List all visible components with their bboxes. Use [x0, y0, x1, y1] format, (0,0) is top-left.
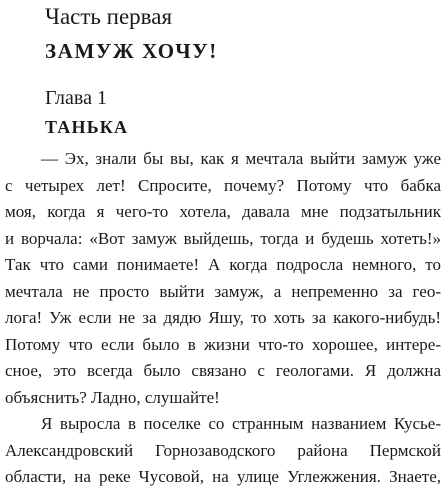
text-line: Потому что если было в жизни что-то хорошее, интере- [5, 334, 441, 354]
part-title: ЗАМУЖ ХОЧУ! [45, 39, 218, 63]
text-line: — Эх, знали бы вы, как я мечтала выйти замуж уже [41, 149, 441, 168]
text-line: лога! Уж если не за дядю Яшу, то хоть за какого-нибудь! [5, 308, 441, 327]
text-line: моя, когда я чего-то хотела, давала мне подзатыльник [5, 202, 441, 221]
part-label: Часть первая [45, 4, 173, 29]
text-line: сное, это всегда было связано с геологами. Я должна [5, 361, 441, 380]
text-line: объяснить? Ладно, слушайте! [5, 387, 220, 407]
chapter-body-text [5, 146, 441, 491]
text-line: Я выросла в поселке со странным названием Кусье- [41, 414, 441, 433]
text-line: Александровский Горнозаводского района Пермской [5, 440, 441, 460]
chapter-label: Глава 1 [45, 87, 107, 109]
text-line: с четырех лет! Спросите, почему? Потому что бабка [5, 175, 441, 195]
text-line: Так что сами понимаете! А когда подросла немного, то [5, 255, 441, 274]
text-line: и ворчала: «Вот замуж выйдешь, тогда и будешь хотеть!» [5, 228, 441, 248]
text-line: мечтала не просто выйти замуж, а непременно за гео- [5, 281, 441, 301]
text-line: области, на реке Чусовой, на улице Углежжения. Знаете, [5, 467, 441, 486]
chapter-title: ТАНЬКА [45, 117, 129, 137]
